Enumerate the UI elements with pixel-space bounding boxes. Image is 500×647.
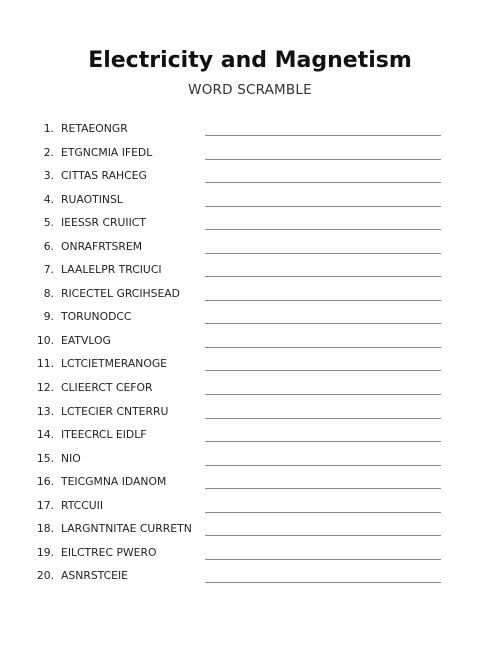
item-number: 6. xyxy=(43,239,54,253)
scrambled-word: LARGNTNITAE CURRETN xyxy=(61,522,192,536)
item-number: 11. xyxy=(36,357,54,371)
answer-line[interactable] xyxy=(205,582,441,583)
list-item xyxy=(0,330,500,354)
scrambled-word: EATVLOG xyxy=(61,333,111,347)
answer-line[interactable] xyxy=(205,418,441,419)
scrambled-word: CITTAS RAHCEG xyxy=(61,169,147,183)
scrambled-word: ONRAFRTSREM xyxy=(61,239,143,253)
scrambled-word: RUAOTINSL xyxy=(61,192,123,206)
scrambled-word: EILCTREC PWERO xyxy=(61,545,157,559)
answer-line[interactable] xyxy=(205,394,441,395)
list-item xyxy=(0,401,500,425)
answer-line[interactable] xyxy=(205,512,441,513)
scrambled-word: LAALELPR TRCIUCI xyxy=(61,263,162,277)
answer-line[interactable] xyxy=(205,276,441,277)
list-item xyxy=(0,542,500,566)
answer-line[interactable] xyxy=(205,229,441,230)
scrambled-word: ASNRSTCEIE xyxy=(61,569,129,583)
answer-line[interactable] xyxy=(205,465,441,466)
list-item xyxy=(0,448,500,472)
word-scramble-list xyxy=(0,118,500,589)
item-number: 7. xyxy=(43,263,54,277)
list-item xyxy=(0,142,500,166)
list-item xyxy=(0,118,500,142)
answer-line[interactable] xyxy=(205,488,441,489)
item-number: 18. xyxy=(36,522,54,536)
answer-line[interactable] xyxy=(205,535,441,536)
list-item xyxy=(0,424,500,448)
answer-line[interactable] xyxy=(205,159,441,160)
list-item xyxy=(0,212,500,236)
list-item xyxy=(0,471,500,495)
list-item xyxy=(0,189,500,213)
item-number: 12. xyxy=(36,381,54,395)
list-item xyxy=(0,518,500,542)
scrambled-word: TORUNODCC xyxy=(61,310,132,324)
scrambled-word: RTCCUII xyxy=(61,498,104,512)
page-subtitle: WORD SCRAMBLE xyxy=(188,82,312,98)
item-number: 13. xyxy=(36,404,54,418)
item-number: 15. xyxy=(36,451,54,465)
item-number: 9. xyxy=(43,310,54,324)
answer-line[interactable] xyxy=(205,441,441,442)
scrambled-word: CLIEERCT CEFOR xyxy=(61,381,153,395)
answer-line[interactable] xyxy=(205,206,441,207)
scrambled-word: ETGNCMIA IFEDL xyxy=(61,145,153,159)
item-number: 16. xyxy=(36,475,54,489)
item-number: 4. xyxy=(43,192,54,206)
list-item xyxy=(0,165,500,189)
item-number: 5. xyxy=(43,216,54,230)
scrambled-word: LCTECIER CNTERRU xyxy=(61,404,169,418)
answer-line[interactable] xyxy=(205,300,441,301)
item-number: 19. xyxy=(36,545,54,559)
answer-line[interactable] xyxy=(205,182,441,183)
scrambled-word: TEICGMNA IDANOM xyxy=(61,475,167,489)
page-title: Electricity and Magnetism xyxy=(88,48,412,73)
list-item xyxy=(0,353,500,377)
item-number: 1. xyxy=(43,122,54,135)
list-item xyxy=(0,377,500,401)
list-item xyxy=(0,259,500,283)
answer-line[interactable] xyxy=(205,323,441,324)
scrambled-word: IEESSR CRUIICT xyxy=(61,216,146,230)
scrambled-word: RICECTEL GRCIHSEAD xyxy=(61,286,180,300)
answer-line[interactable] xyxy=(205,347,441,348)
item-number: 10. xyxy=(36,333,54,347)
answer-line[interactable] xyxy=(205,559,441,560)
list-item xyxy=(0,306,500,330)
scrambled-word: LCTCIETMERANOGE xyxy=(61,357,168,371)
item-number: 17. xyxy=(36,498,54,512)
list-item xyxy=(0,283,500,307)
item-number: 3. xyxy=(43,169,54,183)
list-item xyxy=(0,565,500,589)
scrambled-word: RETAEONGR xyxy=(61,122,128,135)
item-number: 8. xyxy=(43,286,54,300)
scrambled-word: ITEECRCL EIDLF xyxy=(61,428,147,442)
list-item xyxy=(0,236,500,260)
answer-line[interactable] xyxy=(205,253,441,254)
list-item xyxy=(0,495,500,519)
scrambled-word: NIO xyxy=(61,451,81,465)
answer-line[interactable] xyxy=(205,135,441,136)
item-number: 14. xyxy=(36,428,54,442)
item-number: 20. xyxy=(36,569,54,583)
item-number: 2. xyxy=(43,145,54,159)
answer-line[interactable] xyxy=(205,370,441,371)
